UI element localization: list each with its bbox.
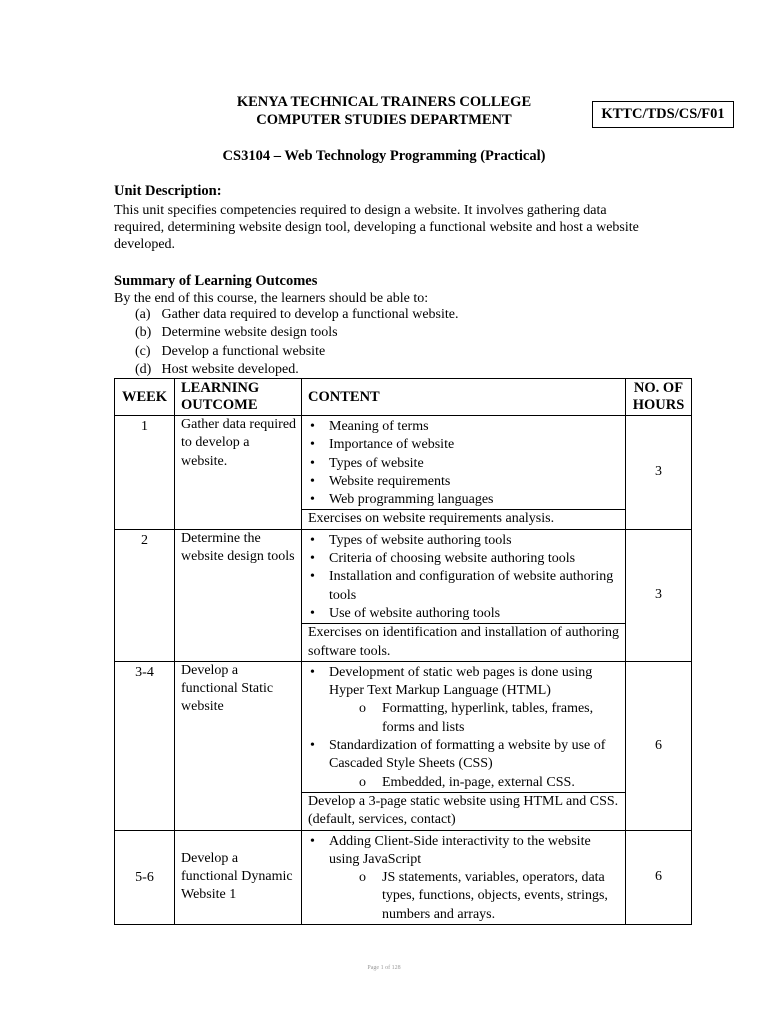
learning-outcome-cell: Develop a functional Dynamic Website 1 xyxy=(175,830,302,924)
subtopic-item: o Embedded, in-page, external CSS. xyxy=(308,774,621,792)
learning-outcomes-intro: By the end of this course, the learners should be able to: xyxy=(114,291,429,306)
content-cell xyxy=(302,529,626,661)
topic-item: • Website requirements xyxy=(308,473,621,491)
hours-cell: 3 xyxy=(626,529,692,661)
topic-list xyxy=(302,662,625,792)
topic-item: • Use of website authoring tools xyxy=(308,605,621,623)
exercise-text: Exercises on website requirements analysis. xyxy=(302,509,625,528)
learning-outcome-cell: Determine the website design tools xyxy=(175,529,302,661)
content-cell xyxy=(302,416,626,530)
item-text: Gather data required to develop a functional website. xyxy=(161,307,459,322)
list-item xyxy=(135,361,459,379)
subtopic-item: o Formatting, hyperlink, tables, frames, forms and lists xyxy=(308,700,621,737)
department-name: COMPUTER STUDIES DEPARTMENT xyxy=(256,112,512,128)
week-cell: 3-4 xyxy=(115,661,175,830)
header-content: CONTENT xyxy=(302,379,626,416)
header-week: WEEK xyxy=(115,379,175,416)
content-cell xyxy=(302,830,626,924)
list-item xyxy=(135,306,459,324)
item-label: (b) xyxy=(135,325,152,341)
page-number: Page 1 of 128 xyxy=(367,965,401,971)
learning-outcome-cell: Develop a functional Static website xyxy=(175,661,302,830)
topic-list xyxy=(302,831,625,924)
exercise-text: Develop a 3-page static website using HTML and CSS. (default, services, contact) xyxy=(302,792,625,830)
item-text: Determine website design tools xyxy=(161,325,338,341)
item-text: Host website developed. xyxy=(161,361,299,377)
topic-list xyxy=(302,416,625,509)
hours-cell: 6 xyxy=(626,830,692,924)
learning-outcomes-list xyxy=(135,306,459,379)
topic-item: • Installation and configuration of website authoring tools xyxy=(308,568,621,605)
course-title: CS3104 – Web Technology Programming (Practical) xyxy=(222,148,546,164)
learning-outcome-cell: Gather data required to develop a website. xyxy=(175,416,302,530)
unit-description-heading: Unit Description: xyxy=(114,183,222,199)
item-label: (d) xyxy=(135,361,152,377)
week-cell: 2 xyxy=(115,529,175,661)
form-code-box: KTTC/TDS/CS/F01 xyxy=(592,101,734,128)
topic-list xyxy=(302,530,625,623)
table-header-row xyxy=(115,379,692,416)
table-row xyxy=(115,416,692,530)
item-text: Develop a functional website xyxy=(161,343,326,359)
table-row xyxy=(115,529,692,661)
week-cell: 5-6 xyxy=(115,830,175,924)
item-label: (c) xyxy=(135,343,151,359)
hours-cell: 6 xyxy=(626,661,692,830)
content-cell xyxy=(302,661,626,830)
college-name: KENYA TECHNICAL TRAINERS COLLEGE xyxy=(236,94,532,110)
hours-cell: 3 xyxy=(626,416,692,530)
topic-item: • Development of static web pages is done using Hyper Text Markup Language (HTML) xyxy=(308,664,621,701)
table-row xyxy=(115,830,692,924)
table-body xyxy=(115,416,692,925)
exercise-text: Exercises on identification and installation of authoring software tools. xyxy=(302,623,625,661)
course-schedule-table xyxy=(114,378,692,925)
unit-description-text: This unit specifies competencies required to design a website. It involves gathering data required, determining website design tool, developing a functional website and host a website developed. xyxy=(114,203,639,252)
topic-item: • Web programming languages xyxy=(308,491,621,509)
list-item xyxy=(135,324,459,342)
topic-item: • Meaning of terms xyxy=(308,418,621,436)
topic-item: • Criteria of choosing website authoring tools xyxy=(308,550,621,568)
header-hours: NO. OF HOURS xyxy=(626,379,692,416)
learning-outcomes-heading: Summary of Learning Outcomes xyxy=(114,273,318,289)
header-learning-outcome: LEARNING OUTCOME xyxy=(175,379,302,416)
list-item xyxy=(135,343,459,361)
topic-item: • Standardization of formatting a website by use of Cascaded Style Sheets (CSS) xyxy=(308,737,621,774)
topic-item: • Types of website xyxy=(308,455,621,473)
subtopic-item: o JS statements, variables, operators, data types, functions, objects, events, strings, numbers and arrays. xyxy=(308,869,621,924)
table-row xyxy=(115,661,692,830)
topic-item: • Adding Client-Side interactivity to the website using JavaScript xyxy=(308,833,621,870)
week-cell: 1 xyxy=(115,416,175,530)
topic-item: • Types of website authoring tools xyxy=(308,532,621,550)
topic-item: • Importance of website xyxy=(308,436,621,454)
item-label: (a) xyxy=(135,307,151,322)
